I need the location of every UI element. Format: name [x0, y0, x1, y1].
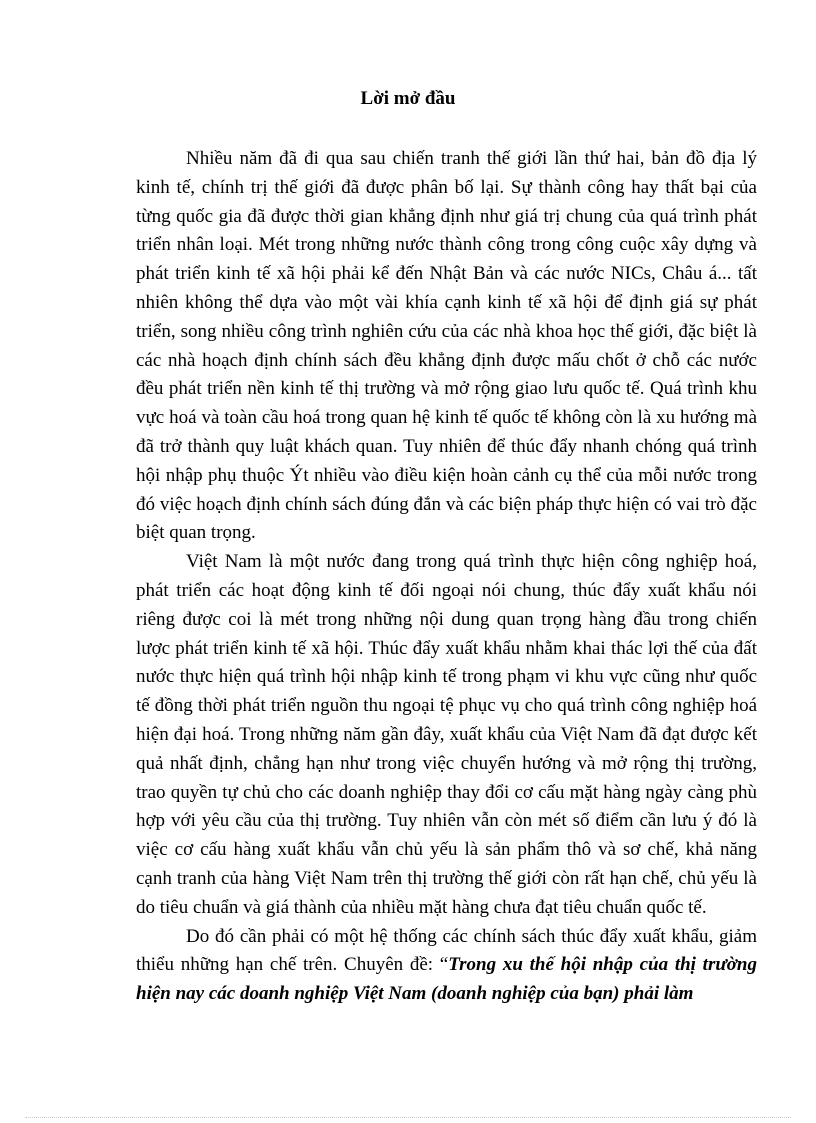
paragraph-1: Nhiều năm đã đi qua sau chiến tranh thế giới lần thứ hai, bản đồ địa lý kinh tế, chính trị thế giới đã được phân bố lại. Sự thành công hay thất bại của từng quốc gia đã được thời gian khẳng định như giá trị chung của quá trình phát triển nhân loại. Mét trong những nước thành công trong công cuộc xây dựng và phát triển kinh tế xã hội phải kể đến Nhật Bản và các nước NICs, Châu á... tất nhiên không thể dựa vào một vài khía cạnh kinh tế xã hội để định giá sự phát triển, song nhiều công trình nghiên cứu của các nhà khoa học thế giới, đặc biệt là các nhà hoạch định chính sách đều khẳng định được mấu chốt ở chỗ các nước đều phát triển nền kinh tế thị trường và mở rộng giao lưu quốc tế. Quá trình khu vực hoá và toàn cầu hoá trong quan hệ kinh tế quốc tế không còn là xu hướng mà đã trở thành quy luật khách quan. Tuy nhiên để thúc đẩy nhanh chóng quá trình hội nhập phụ thuộc Ýt nhiều vào điều kiện hoàn cảnh cụ thể của mỗi nước trong đó việc hoạch định chính sách đúng đắn và các biện pháp thực hiện có vai trò đặc biệt quan trọng. [136, 148, 757, 544]
paragraph-2: Việt Nam là một nước đang trong quá trình thực hiện công nghiệp hoá, phát triển các hoạt động kinh tế đối ngoại nói chung, thúc đẩy xuất khẩu nói riêng được coi là mét trong những nội dung quan trọng hàng đầu trong chiến lược phát triển kinh tế xã hội. Thúc đẩy xuất khẩu nhằm khai thác lợi thế của đất nước thực hiện quá trình hội nhập kinh tế trong phạm vi khu vực cũng như quốc tế đồng thời phát triển nguồn thu ngoại tệ phục vụ cho quá trình công nghiệp hoá hiện đại hoá. Trong những năm gần đây, xuất khẩu của Việt Nam đã đạt được kết quả nhất định, chẳng hạn như trong việc chuyển hướng và mở rộng thị trường, trao quyền tự chủ cho các doanh nghiệp thay đổi cơ cấu mặt hàng ngày càng phù hợp với yêu cầu của thị trường. Tuy nhiên vẫn còn mét số điểm cần lưu ý đó là việc cơ cấu hàng xuất khẩu vẫn chủ yếu là sản phẩm thô và sơ chế, khả năng cạnh tranh của hàng Việt Nam trên thị trường thế giới còn rất hạn chế, chủ yếu là do tiêu chuẩn và giá thành của nhiều mặt hàng chưa đạt tiêu chuẩn quốc tế. [136, 551, 757, 918]
paragraph-3 [136, 923, 757, 1009]
body-text [136, 145, 757, 1009]
page-bottom-divider [25, 1117, 791, 1118]
paragraph-3-lead: Do đó cần phải có một hệ thống các chính sách thúc đẩy xuất khẩu, giảm thiểu những hạn chế trên. Chuyên đề: “ [136, 925, 757, 976]
topic-title-emphasis: Trong xu thế hội nhập của thị trường hiện nay các doanh nghiệp Việt Nam (doanh nghiệp của bạn) phải làm [136, 954, 757, 1005]
page-title: Lời mở đầu [360, 88, 456, 109]
